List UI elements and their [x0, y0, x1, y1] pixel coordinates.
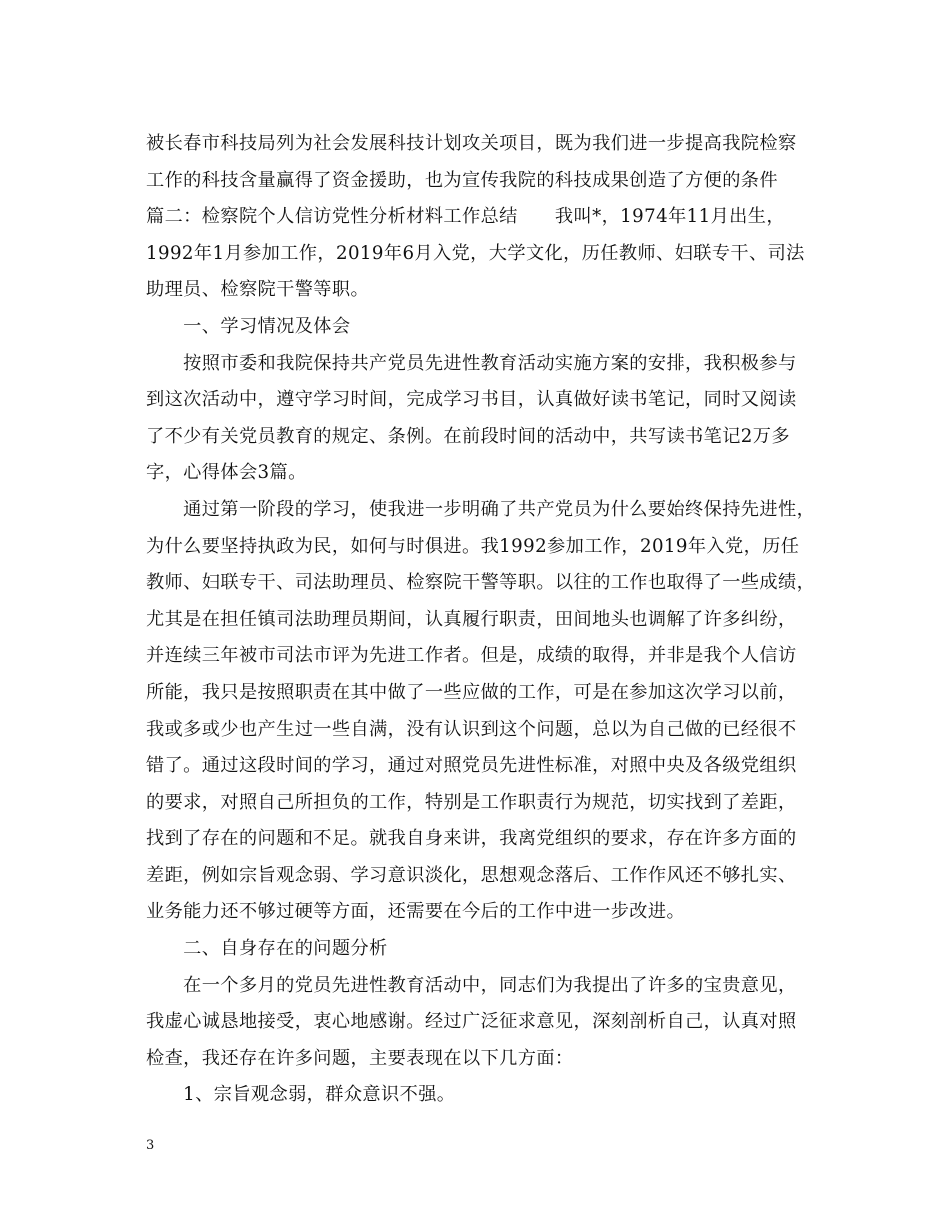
text-line: 助理员、检察院干警等职。	[146, 279, 370, 301]
text-line: 在一个多月的党员先进性教育活动中，同志们为我提出了许多的宝贵意见，	[146, 974, 797, 996]
text-line: 差距，例如宗旨观念弱、学习意识淡化，思想观念落后、工作作风还不够扎实、	[146, 864, 797, 886]
text-line: 1992年1月参加工作，2019年6月入党，大学文化，历任教师、妇联专干、司法	[146, 242, 805, 264]
text-line: 为什么要坚持执政为民，如何与时俱进。我1992参加工作，2019年入党，历任	[146, 535, 800, 557]
text-line: 所能，我只是按照职责在其中做了一些应做的工作，可是在参加这次学习以前，	[146, 681, 797, 703]
text-line: 我虚心诚恳地接受，衷心地感谢。经过广泛征求意见，深刻剖析自己，认真对照	[146, 1011, 797, 1033]
text-line: 并连续三年被市司法市评为先进工作者。但是，成绩的取得，并非是我个人信访	[146, 645, 797, 667]
text-line: 尤其是在担任镇司法助理员期间，认真履行职责，田间地头也调解了许多纠纷，	[146, 608, 797, 630]
document-body	[146, 126, 816, 1114]
text-line: 的要求，对照自己所担负的工作，特别是工作职责行为规范，切实找到了差距，	[146, 791, 797, 813]
text-line: 工作的科技含量赢得了资金援助，也为宣传我院的科技成果创造了方便的条件	[146, 169, 778, 191]
text-line: 按照市委和我院保持共产党员先进性教育活动实施方案的安排，我积极参与	[146, 352, 797, 374]
text-line: 错了。通过这段时间的学习，通过对照党员先进性标准，对照中央及各级党组织	[146, 755, 797, 777]
text-line: 了不少有关党员教育的规定、条例。在前段时间的活动中，共写读书笔记2万多	[146, 425, 790, 447]
heading-learning: 一、学习情况及体会	[146, 315, 351, 337]
text-line: 字，心得体会3篇。	[146, 462, 307, 484]
text-line: 被长春市科技局列为社会发展科技计划攻关项目，既为我们进一步提高我院检察	[146, 133, 797, 154]
text-line: 业务能力还不够过硬等方面，还需要在今后的工作中进一步改进。	[146, 901, 686, 923]
text-line: 我或多或少也产生过一些自满，没有认识到这个问题，总以为自己做的已经很不	[146, 718, 797, 740]
page-number: 3	[146, 1138, 155, 1153]
heading-problem-analysis: 二、自身存在的问题分析	[146, 938, 388, 960]
text-line: 教师、妇联专干、司法助理员、检察院干警等职。以往的工作也取得了一些成绩，	[146, 572, 816, 594]
text-line: 到这次活动中，遵守学习时间，完成学习书目，认真做好读书笔记，同时又阅读	[146, 389, 797, 411]
text-line: 检查，我还存在许多问题，主要表现在以下几方面：	[146, 1047, 574, 1069]
text-line: 通过第一阶段的学习，使我进一步明确了共产党员为什么要始终保持先进性，	[146, 498, 816, 520]
text-line: 找到了存在的问题和不足。就我自身来讲，我离党组织的要求，存在许多方面的	[146, 828, 797, 850]
section-title-line: 篇二：检察院个人信访党性分析材料工作总结 我叫*，1974年11月出生，	[146, 206, 785, 228]
list-item-line: 1、宗旨观念弱，群众意识不强。	[146, 1084, 456, 1106]
